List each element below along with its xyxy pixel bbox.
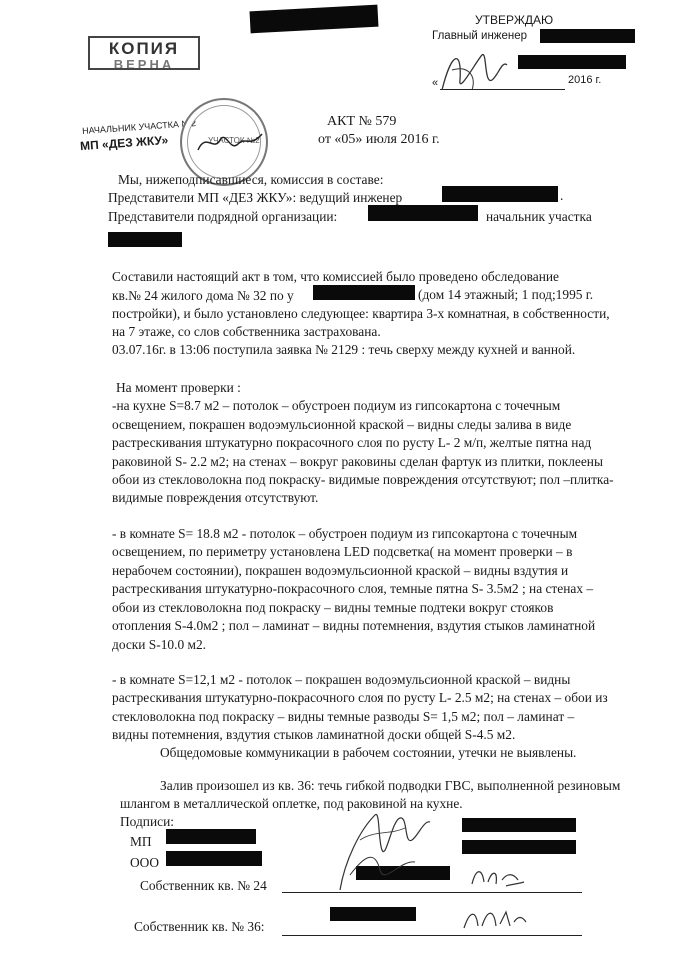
redacted-ooo-name <box>166 851 262 866</box>
p2-line4: растрескивания штукатурно покрасочного слоя по русту L- 2 м/п, желтые пятна над <box>112 435 592 450</box>
owner24-signature <box>468 860 528 890</box>
p5-line2: шлангом в металлической оплетке, под раковиной на кухне. <box>120 796 463 811</box>
sig-ooo-label: ООО <box>130 855 160 870</box>
p3-line4: растрескивания штукатурно-покрасочного слоя, темные пятна S- 3.5м2 ; на стенах – <box>112 581 594 596</box>
copy-stamp-sublabel: ВЕРНА <box>113 57 175 70</box>
redacted-section-head-name <box>108 232 182 247</box>
copy-stamp-label: КОПИЯ <box>108 39 180 58</box>
copy-stamp <box>88 36 200 70</box>
p4-line4: видны потемнения, вздутия стыков ламинатной доски общей S-4.5 м2. <box>112 727 516 742</box>
intro-line2: Представители МП «ДЕЗ ЖКУ»: ведущий инженер <box>108 190 403 205</box>
head-signature <box>196 122 266 162</box>
p3-line6: отопления S-4.0м2 ; пол – ламинат – видны потемнения, вздутия стыков ламинатной <box>112 618 596 633</box>
org-line1: НАЧАЛЬНИК УЧАСТКА №2 <box>81 118 197 136</box>
approve-label: УТВЕРЖДАЮ <box>475 13 554 27</box>
p4-line2: растрескивания штукатурно-покрасочного слоя по русту L- 2.5 м2; на стенах – обои из <box>112 690 608 705</box>
intro-line3: Представители подрядной организации: <box>108 209 338 224</box>
seal-inner-text: УЧАСТОК №2 <box>208 136 260 145</box>
redacted-mp-name <box>166 829 256 844</box>
p3-line7: доски S-10.0 м2. <box>112 637 207 652</box>
redacted-approval-sign <box>518 55 626 69</box>
sig-owner24-label: Собственник кв. № 24 <box>140 878 267 893</box>
p1-line5: 03.07.16г. в 13:06 поступила заявка № 2129 : течь сверху между кухней и ванной. <box>112 342 576 357</box>
approval-year: 2016 г. <box>568 74 602 86</box>
act-date: от «05» июля 2016 г. <box>318 132 440 147</box>
p2-line1: На момент проверки : <box>116 380 241 395</box>
p1-line1: Составили настоящий акт в том, что комиссией было проведено обследование <box>112 269 560 284</box>
redacted-contractor-name <box>368 205 478 221</box>
intro-line1: Мы, нижеподписавшиеся, комиссия в составе: <box>118 172 384 187</box>
redacted-chief-name <box>540 29 635 43</box>
sig-owner36-label: Собственник кв. № 36: <box>134 919 265 934</box>
redacted-header <box>250 5 379 34</box>
intro-line3-end: начальник участка <box>486 209 592 224</box>
p2-line7: видимые повреждения отсутствуют. <box>112 490 319 505</box>
p1-line4: на 7 этаже, со слов собственника застрахована. <box>112 324 381 339</box>
redacted-engineer-name <box>442 186 558 202</box>
p1-line2a: кв.№ 24 жилого дома № 32 по у <box>112 288 294 303</box>
p3-line3: нерабочем состоянии), покрашен водоэмульсионной краской – видны вздутия и <box>112 563 569 578</box>
p1-line2b: (дом 14 этажный; 1 под;1995 г. <box>418 287 594 302</box>
act-title: АКТ № 579 <box>327 114 397 129</box>
p4-line5: Общедомовые коммуникации в рабочем состоянии, утечки не выявлены. <box>160 745 577 760</box>
p3-line1: - в комнате S= 18.8 м2 - потолок – обустроен подиум из гипсокартона с точечным <box>112 526 578 541</box>
p2-line3: освещением, покрашен водоэмульсионной краской – видны следы залива в виде <box>112 417 572 432</box>
p3-line2: освещением, по периметру установлена LED подсветка( на момент проверки – в <box>112 544 573 559</box>
owner36-line <box>282 935 582 936</box>
p2-line2: -на кухне S=8.7 м2 – потолок – обустроен подиум из гипсокартона с точечным <box>112 398 561 413</box>
redacted-mp-sign <box>462 818 576 832</box>
redacted-owner36-name <box>330 907 416 921</box>
sig-mp-label: МП <box>130 834 152 849</box>
redacted-street <box>313 285 415 300</box>
p5-line1: Залив произошел из кв. 36: течь гибкой подводки ГВС, выполненной резиновым <box>160 778 621 793</box>
signatures-scribble <box>320 800 440 900</box>
p5-line3: Подписи: <box>120 814 174 829</box>
p4-line1: - в комнате S=12,1 м2 - потолок – покрашен водоэмульсионной краской – видны <box>112 672 571 687</box>
redacted-ooo-sign <box>462 840 576 854</box>
approval-quote: « <box>432 77 439 89</box>
chief-engineer-label: Главный инженер <box>432 30 528 42</box>
p2-line5: раковиной S- 2.2 м2; на стенах – вокруг раковины сделан фартук из плитки, поклеены <box>112 454 603 469</box>
intro-line2-end: . <box>560 188 564 203</box>
p4-line3: стекловолокна под покраску – видны темные разводы S= 1,5 м2; пол – ламинат – <box>112 709 575 724</box>
p1-line3: постройки), и было установлено следующее: квартира 3-х комнатная, в собственности, <box>112 306 610 321</box>
org-line2: МП «ДЕЗ ЖКУ» <box>79 132 169 154</box>
p3-line5: обои из стекловолокна под покраску – видны темные подтеки вокруг стояков <box>112 600 554 615</box>
p2-line6: обои из стекловолокна под покраску- видимые повреждения отсутствуют; пол –плитка- <box>112 472 614 487</box>
approval-signature <box>432 40 512 100</box>
owner36-signature <box>460 902 530 932</box>
